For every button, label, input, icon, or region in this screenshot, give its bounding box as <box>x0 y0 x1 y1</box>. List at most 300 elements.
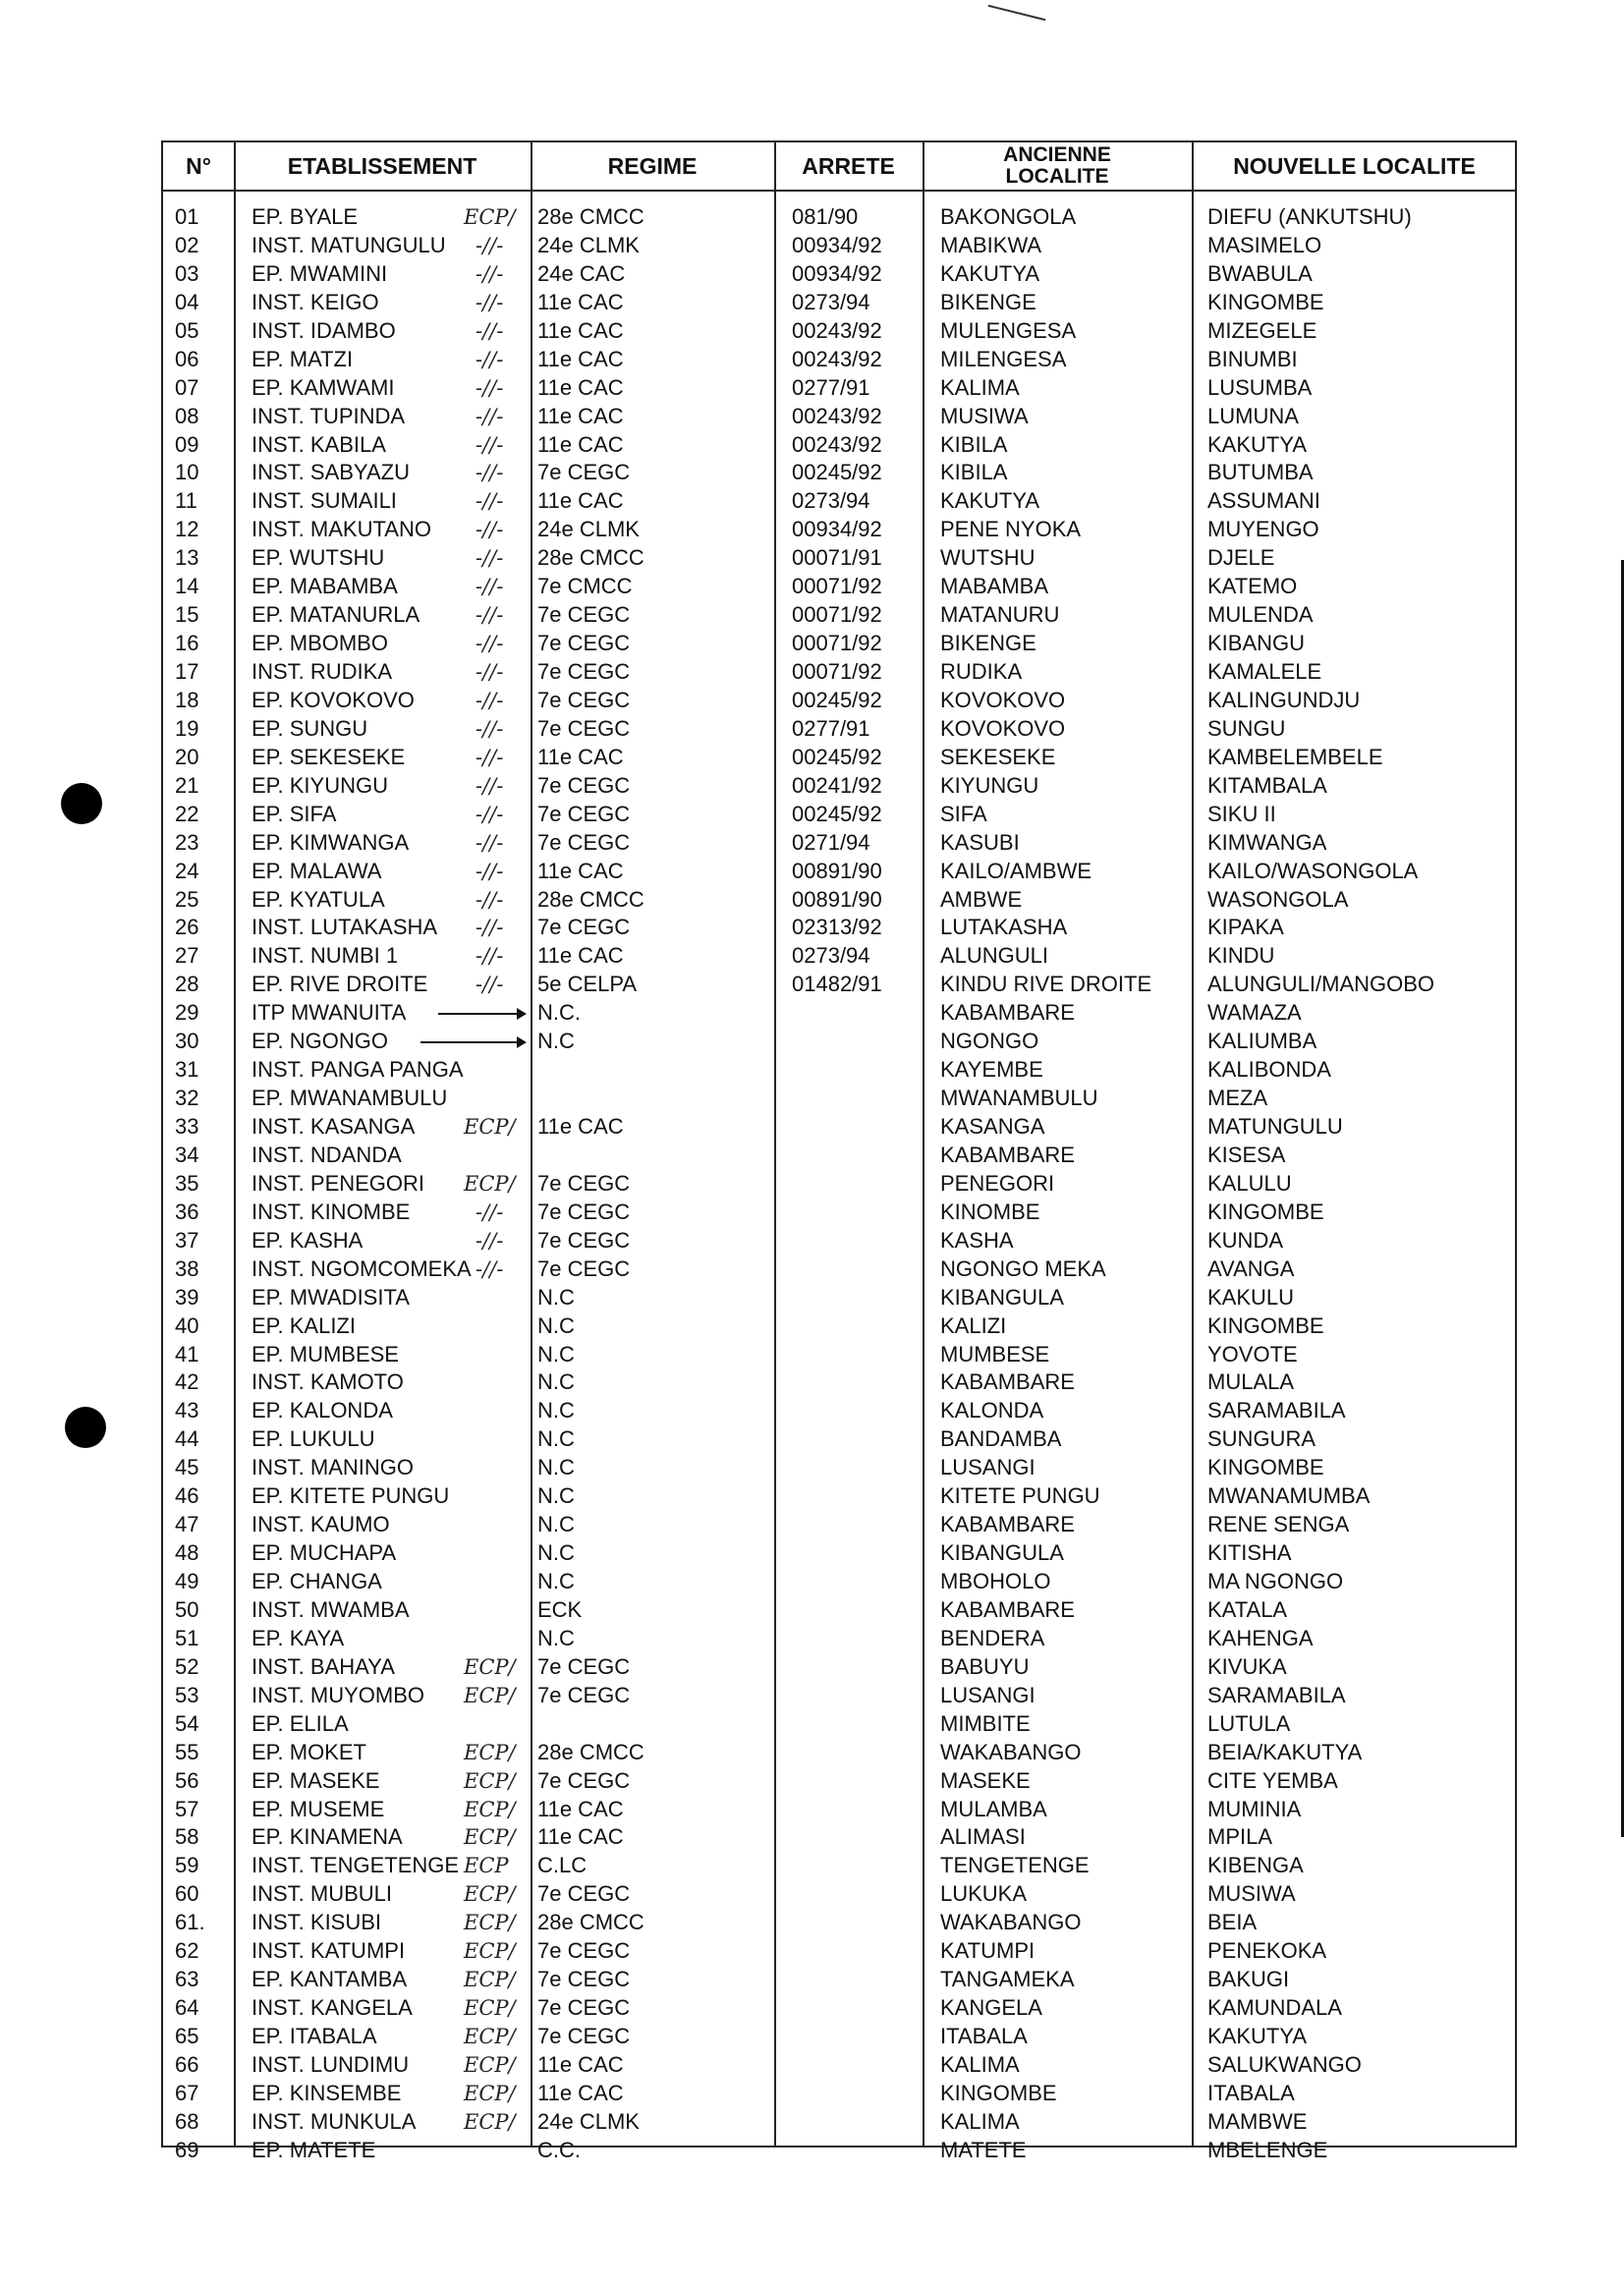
cell-no: 18 <box>175 687 199 712</box>
cell-ancienne-localite: KATUMPI <box>940 1938 1036 1964</box>
cell-nouvelle-localite: MUMINIA <box>1207 1796 1302 1821</box>
cell-nouvelle-localite: MUYENGO <box>1207 517 1319 542</box>
cell-regime: 7e CEGC <box>537 1227 631 1253</box>
table-row <box>163 487 1515 516</box>
cell-regime: 7e CEGC <box>537 1881 631 1907</box>
cell-nouvelle-localite: KIVUKA <box>1207 1653 1287 1679</box>
table-row <box>163 374 1515 403</box>
table-row <box>163 801 1515 829</box>
cell-arrete: 00071/91 <box>792 545 882 571</box>
cell-ancienne-localite: KALONDA <box>940 1398 1044 1423</box>
cell-ancienne-localite: KAKUTYA <box>940 260 1040 286</box>
cell-ancienne-localite: TANGAMEKA <box>940 1967 1075 1992</box>
cell-no: 43 <box>175 1398 199 1423</box>
cell-no: 06 <box>175 346 199 371</box>
cell-etablissement: EP. MWAMINI <box>252 260 388 286</box>
cell-regime: 24e CLMK <box>537 232 640 257</box>
handwritten-note: -//- <box>476 887 504 912</box>
cell-ancienne-localite: MBOHOLO <box>940 1569 1051 1593</box>
handwritten-note: -//- <box>476 859 504 883</box>
cell-no: 02 <box>175 232 199 257</box>
cell-etablissement: INST. KISUBI <box>252 1910 382 1935</box>
cell-nouvelle-localite: MBELENGE <box>1207 2137 1328 2162</box>
table-row <box>163 1056 1515 1085</box>
cell-no: 52 <box>175 1653 199 1679</box>
cell-etablissement: EP. MABAMBA <box>252 574 398 599</box>
table-row <box>163 1539 1515 1568</box>
cell-ancienne-localite: BIKENGE <box>940 289 1036 314</box>
table-row <box>163 772 1515 801</box>
cell-ancienne-localite: BAKONGOLA <box>940 204 1077 229</box>
handwritten-note: ECP/ <box>464 1683 516 1707</box>
cell-ancienne-localite: KAYEMBE <box>940 1057 1043 1083</box>
cell-no: 23 <box>175 829 199 855</box>
handwritten-note: -//- <box>476 432 504 457</box>
table-row <box>163 999 1515 1028</box>
cell-arrete: 00245/92 <box>792 460 882 485</box>
cell-etablissement: EP. BYALE <box>252 204 359 229</box>
cell-no: 20 <box>175 744 199 769</box>
cell-ancienne-localite: MIMBITE <box>940 1710 1031 1736</box>
cell-ancienne-localite: KIBANGULA <box>940 1540 1064 1566</box>
cell-ancienne-localite: KITETE PUNGU <box>940 1483 1100 1509</box>
cell-regime: 11e CAC <box>537 858 624 883</box>
cell-etablissement: INST. MAKUTANO <box>252 517 431 542</box>
cell-no: 61. <box>175 1910 205 1935</box>
cell-arrete: 00934/92 <box>792 260 882 286</box>
header-divider <box>163 190 1515 192</box>
cell-nouvelle-localite: KUNDA <box>1207 1227 1284 1253</box>
cell-nouvelle-localite: KALULU <box>1207 1170 1292 1196</box>
cell-arrete: 02313/92 <box>792 915 882 940</box>
cell-regime: 7e CMCC <box>537 574 633 599</box>
handwritten-note: -//- <box>476 830 504 855</box>
handwritten-note: -//- <box>476 461 504 485</box>
cell-no: 32 <box>175 1086 199 1111</box>
handwritten-note: ECP/ <box>464 1654 516 1679</box>
cell-nouvelle-localite: KALINGUNDJU <box>1207 687 1361 712</box>
table-row <box>163 1227 1515 1255</box>
cell-arrete: 00245/92 <box>792 687 882 712</box>
cell-ancienne-localite: MABIKWA <box>940 232 1042 257</box>
cell-etablissement: EP. KAYA <box>252 1625 345 1650</box>
table-row <box>163 1113 1515 1142</box>
cell-nouvelle-localite: KIBANGU <box>1207 631 1306 656</box>
cell-nouvelle-localite: MIZEGELE <box>1207 317 1317 343</box>
cell-ancienne-localite: KIBANGULA <box>940 1284 1064 1310</box>
cell-nouvelle-localite: MASIMELO <box>1207 232 1322 257</box>
cell-nouvelle-localite: MATUNGULU <box>1207 1114 1343 1139</box>
cell-ancienne-localite: KABAMBARE <box>940 1142 1075 1167</box>
cell-nouvelle-localite: KAHENGA <box>1207 1625 1314 1650</box>
cell-regime: N.C <box>537 1569 575 1593</box>
cell-nouvelle-localite: SUNGU <box>1207 715 1286 741</box>
cell-no: 13 <box>175 545 199 571</box>
cell-etablissement: EP. RIVE DROITE <box>252 972 428 997</box>
cell-regime: 11e CAC <box>537 403 624 428</box>
cell-ancienne-localite: PENEGORI <box>940 1170 1055 1196</box>
handwritten-note: ECP/ <box>464 1740 516 1764</box>
cell-etablissement: INST. SABYAZU <box>252 460 410 485</box>
cell-etablissement: INST. BAHAYA <box>252 1653 395 1679</box>
cell-regime: N.C. <box>537 1000 581 1026</box>
cell-etablissement: INST. NUMBI 1 <box>252 943 399 969</box>
cell-no: 50 <box>175 1596 199 1622</box>
table-row <box>163 1739 1515 1767</box>
cell-arrete: 00071/92 <box>792 631 882 656</box>
cell-etablissement: INST. KAUMO <box>252 1512 390 1537</box>
cell-etablissement: EP. MUSEME <box>252 1796 385 1821</box>
cell-no: 34 <box>175 1142 199 1167</box>
cell-ancienne-localite: KASHA <box>940 1227 1014 1253</box>
cell-regime: 11e CAC <box>537 943 624 969</box>
cell-no: 30 <box>175 1029 199 1054</box>
cell-ancienne-localite: KINGOMBE <box>940 2080 1057 2105</box>
cell-etablissement: INST. MWAMBA <box>252 1596 410 1622</box>
cell-etablissement: EP. WUTSHU <box>252 545 385 571</box>
table-row <box>163 630 1515 658</box>
table-row <box>163 886 1515 915</box>
cell-arrete: 00071/92 <box>792 574 882 599</box>
cell-no: 68 <box>175 2108 199 2134</box>
handwritten-note: ECP/ <box>464 1911 516 1935</box>
cell-no: 33 <box>175 1114 199 1139</box>
cell-ancienne-localite: NGONGO MEKA <box>940 1255 1106 1281</box>
header-ancienne-localite <box>923 142 1192 190</box>
cell-ancienne-localite: KABAMBARE <box>940 1512 1075 1537</box>
cell-etablissement: EP. KALIZI <box>252 1312 356 1338</box>
cell-regime: 11e CAC <box>537 488 624 514</box>
cell-etablissement: EP. KANTAMBA <box>252 1967 408 1992</box>
cell-ancienne-localite: SEKESEKE <box>940 744 1056 769</box>
handwritten-note: ECP/ <box>464 205 516 229</box>
cell-regime: 11e CAC <box>537 1824 624 1850</box>
cell-etablissement: INST. KATUMPI <box>252 1938 406 1964</box>
table-row <box>163 1994 1515 2023</box>
cell-no: 08 <box>175 403 199 428</box>
cell-no: 10 <box>175 460 199 485</box>
cell-regime: 7e CEGC <box>537 715 631 741</box>
table-row <box>163 2051 1515 2080</box>
cell-regime: 11e CAC <box>537 317 624 343</box>
table-row <box>163 232 1515 260</box>
cell-no: 22 <box>175 801 199 826</box>
cell-no: 48 <box>175 1540 199 1566</box>
header-etablissement: ETABLISSEMENT <box>287 152 477 179</box>
header-arrete: ARRETE <box>802 152 895 179</box>
cell-ancienne-localite: LUTAKASHA <box>940 915 1068 940</box>
cell-no: 25 <box>175 886 199 912</box>
cell-nouvelle-localite: MA NGONGO <box>1207 1569 1344 1593</box>
table-row <box>163 544 1515 573</box>
cell-arrete: 0271/94 <box>792 829 870 855</box>
table-row <box>163 260 1515 289</box>
table-row <box>163 1596 1515 1625</box>
cell-nouvelle-localite: KALIUMBA <box>1207 1029 1317 1054</box>
cell-nouvelle-localite: MULALA <box>1207 1369 1295 1395</box>
handwritten-note: -//- <box>476 773 504 798</box>
handwritten-note: -//- <box>476 973 504 997</box>
cell-no: 17 <box>175 659 199 684</box>
cell-etablissement: INST. MATUNGULU <box>252 232 446 257</box>
cell-etablissement: INST. TENGETENGE <box>252 1853 460 1878</box>
cell-ancienne-localite: KAILO/AMBWE <box>940 858 1092 883</box>
cell-arrete: 00934/92 <box>792 232 882 257</box>
cell-regime: C.LC <box>537 1853 588 1878</box>
cell-arrete: 0277/91 <box>792 374 870 400</box>
cell-etablissement: EP. ITABALA <box>252 2024 377 2048</box>
cell-nouvelle-localite: ASSUMANI <box>1207 488 1320 514</box>
cell-ancienne-localite: KASUBI <box>940 829 1020 855</box>
cell-no: 46 <box>175 1483 199 1509</box>
cell-regime: 28e CMCC <box>537 1739 644 1764</box>
cell-nouvelle-localite: KINGOMBE <box>1207 289 1324 314</box>
cell-regime: N.C <box>537 1483 575 1509</box>
handwritten-arrow <box>420 1041 525 1043</box>
cell-no: 01 <box>175 204 199 229</box>
cell-etablissement: INST. PENEGORI <box>252 1170 425 1196</box>
cell-no: 31 <box>175 1057 199 1083</box>
cell-regime: 11e CAC <box>537 744 624 769</box>
cell-regime: 7e CEGC <box>537 631 631 656</box>
cell-etablissement: EP. MATZI <box>252 346 354 371</box>
table-row <box>163 431 1515 460</box>
cell-nouvelle-localite: KAMALELE <box>1207 659 1322 684</box>
cell-etablissement: EP. MUMBESE <box>252 1341 399 1367</box>
cell-arrete: 0277/91 <box>792 715 870 741</box>
cell-regime: 7e CEGC <box>537 602 631 628</box>
table-row <box>163 601 1515 630</box>
handwritten-note: -//- <box>476 660 504 684</box>
cell-nouvelle-localite: SALUKWANGO <box>1207 2051 1362 2077</box>
handwritten-note: ECP/ <box>464 2109 516 2134</box>
table-row <box>163 1028 1515 1056</box>
cell-no: 40 <box>175 1312 199 1338</box>
handwritten-note: ECP/ <box>464 1768 516 1793</box>
cell-no: 62 <box>175 1938 199 1964</box>
scan-stroke <box>988 5 1046 21</box>
cell-nouvelle-localite: PENEKOKA <box>1207 1938 1327 1964</box>
cell-regime: 28e CMCC <box>537 204 644 229</box>
handwritten-note: -//- <box>476 233 504 257</box>
table-row <box>163 516 1515 544</box>
cell-etablissement: EP. MATETE <box>252 2137 376 2162</box>
cell-ancienne-localite: NGONGO <box>940 1029 1039 1054</box>
cell-nouvelle-localite: SIKU II <box>1207 801 1276 826</box>
handwritten-note: -//- <box>476 290 504 314</box>
cell-ancienne-localite: WUTSHU <box>940 545 1036 571</box>
cell-etablissement: INST. KASANGA <box>252 1114 416 1139</box>
cell-no: 44 <box>175 1426 199 1452</box>
table-row <box>163 687 1515 715</box>
cell-etablissement: INST. RUDIKA <box>252 659 393 684</box>
handwritten-note: -//- <box>476 916 504 940</box>
handwritten-note: -//- <box>476 404 504 428</box>
table-row <box>163 1142 1515 1170</box>
handwritten-note: ECP <box>464 1854 509 1878</box>
cell-etablissement: INST. PANGA PANGA <box>252 1057 464 1083</box>
table-row <box>163 715 1515 744</box>
table-row <box>163 1170 1515 1199</box>
cell-arrete: 0273/94 <box>792 943 870 969</box>
cell-ancienne-localite: ITABALA <box>940 2024 1028 2048</box>
cell-regime: 28e CMCC <box>537 545 644 571</box>
cell-no: 28 <box>175 972 199 997</box>
cell-etablissement: ITP MWANUITA <box>252 1000 407 1026</box>
cell-regime: 7e CEGC <box>537 1255 631 1281</box>
cell-ancienne-localite: KOVOKOVO <box>940 687 1066 712</box>
handwritten-note: ECP/ <box>464 1825 516 1850</box>
cell-etablissement: EP. MOKET <box>252 1739 366 1764</box>
cell-ancienne-localite: SIFA <box>940 801 987 826</box>
cell-no: 37 <box>175 1227 199 1253</box>
cell-nouvelle-localite: KAMUNDALA <box>1207 1995 1342 2021</box>
cell-no: 04 <box>175 289 199 314</box>
cell-nouvelle-localite: KINDU <box>1207 943 1275 969</box>
cell-no: 60 <box>175 1881 199 1907</box>
cell-nouvelle-localite: KINGOMBE <box>1207 1199 1324 1224</box>
cell-arrete: 00934/92 <box>792 517 882 542</box>
cell-ancienne-localite: KANGELA <box>940 1995 1042 2021</box>
cell-no: 51 <box>175 1625 199 1650</box>
handwritten-note: ECP/ <box>464 1882 516 1907</box>
cell-arrete: 081/90 <box>792 204 859 229</box>
cell-nouvelle-localite: AVANGA <box>1207 1255 1295 1281</box>
table-row <box>163 1341 1515 1369</box>
cell-no: 53 <box>175 1682 199 1707</box>
handwritten-note: -//- <box>476 1228 504 1253</box>
cell-nouvelle-localite: DJELE <box>1207 545 1275 571</box>
handwritten-note: -//- <box>476 1199 504 1224</box>
table-row <box>163 971 1515 999</box>
cell-ancienne-localite: KALIMA <box>940 2051 1020 2077</box>
handwritten-note: -//- <box>476 1256 504 1281</box>
cell-no: 54 <box>175 1710 199 1736</box>
cell-regime: 7e CEGC <box>537 1938 631 1964</box>
cell-regime: N.C <box>537 1426 575 1452</box>
cell-regime: 7e CEGC <box>537 1767 631 1793</box>
cell-ancienne-localite: RUDIKA <box>940 659 1023 684</box>
cell-ancienne-localite: KIBILA <box>940 460 1008 485</box>
cell-etablissement: INST. LUNDIMU <box>252 2051 410 2077</box>
cell-ancienne-localite: KALIMA <box>940 2108 1020 2134</box>
table-row <box>163 829 1515 858</box>
handwritten-note: -//- <box>476 944 504 969</box>
handwritten-note: -//- <box>476 318 504 343</box>
cell-regime: N.C <box>537 1398 575 1423</box>
table-body <box>163 203 1515 2165</box>
cell-arrete: 00243/92 <box>792 317 882 343</box>
cell-nouvelle-localite: KITAMBALA <box>1207 772 1327 798</box>
cell-regime: 11e CAC <box>537 431 624 457</box>
cell-nouvelle-localite: BWABULA <box>1207 260 1313 286</box>
cell-etablissement: EP. KALONDA <box>252 1398 393 1423</box>
cell-ancienne-localite: KALIZI <box>940 1312 1007 1338</box>
cell-no: 11 <box>175 488 197 514</box>
cell-no: 35 <box>175 1170 199 1196</box>
cell-no: 67 <box>175 2080 199 2105</box>
cell-no: 49 <box>175 1569 199 1593</box>
cell-regime: 28e CMCC <box>537 886 644 912</box>
cell-arrete: 0273/94 <box>792 488 870 514</box>
cell-nouvelle-localite: BEIA/KAKUTYA <box>1207 1739 1363 1764</box>
cell-arrete: 00071/92 <box>792 659 882 684</box>
cell-ancienne-localite: KINOMBE <box>940 1199 1040 1224</box>
cell-regime: 7e CEGC <box>537 2024 631 2048</box>
cell-ancienne-localite: MUSIWA <box>940 403 1029 428</box>
table-row <box>163 1767 1515 1796</box>
cell-nouvelle-localite: KIMWANGA <box>1207 829 1327 855</box>
cell-nouvelle-localite: DIEFU (ANKUTSHU) <box>1207 204 1412 229</box>
punch-hole-top <box>61 783 102 824</box>
cell-no: 36 <box>175 1199 199 1224</box>
cell-etablissement: EP. MATANURLA <box>252 602 420 628</box>
cell-nouvelle-localite: KAKULU <box>1207 1284 1295 1310</box>
cell-arrete: 00245/92 <box>792 801 882 826</box>
cell-ancienne-localite: MUMBESE <box>940 1341 1050 1367</box>
cell-no: 09 <box>175 431 199 457</box>
cell-nouvelle-localite: MEZA <box>1207 1086 1268 1111</box>
cell-etablissement: INST. KABILA <box>252 431 386 457</box>
cell-no: 57 <box>175 1796 199 1821</box>
cell-nouvelle-localite: MWANAMUMBA <box>1207 1483 1371 1509</box>
cell-ancienne-localite: MABAMBA <box>940 574 1049 599</box>
cell-regime: 7e CEGC <box>537 1967 631 1992</box>
table-row <box>163 1511 1515 1539</box>
cell-no: 24 <box>175 858 199 883</box>
cell-ancienne-localite: KOVOKOVO <box>940 715 1066 741</box>
cell-nouvelle-localite: KAKUTYA <box>1207 2024 1308 2048</box>
cell-no: 21 <box>175 772 199 798</box>
table-row <box>163 1568 1515 1596</box>
table-row <box>163 1482 1515 1511</box>
cell-no: 56 <box>175 1767 199 1793</box>
cell-etablissement: EP. MWANAMBULU <box>252 1086 448 1111</box>
cell-nouvelle-localite: BEIA <box>1207 1910 1258 1935</box>
cell-no: 15 <box>175 602 199 628</box>
handwritten-note: ECP/ <box>464 2081 516 2105</box>
cell-no: 12 <box>175 517 199 542</box>
cell-etablissement: INST. IDAMBO <box>252 317 396 343</box>
cell-nouvelle-localite: BAKUGI <box>1207 1967 1290 1992</box>
table-row <box>163 1284 1515 1312</box>
cell-ancienne-localite: KINDU RIVE DROITE <box>940 972 1152 997</box>
cell-regime: 11e CAC <box>537 346 624 371</box>
cell-nouvelle-localite: LUSUMBA <box>1207 374 1313 400</box>
cell-etablissement: EP. MALAWA <box>252 858 382 883</box>
cell-ancienne-localite: TENGETENGE <box>940 1853 1090 1878</box>
cell-ancienne-localite: ALIMASI <box>940 1824 1026 1850</box>
table-row <box>163 1653 1515 1682</box>
cell-ancienne-localite: MWANAMBULU <box>940 1086 1098 1111</box>
cell-no: 58 <box>175 1824 199 1850</box>
cell-regime: N.C <box>537 1341 575 1367</box>
table-row <box>163 573 1515 601</box>
cell-nouvelle-localite: KINGOMBE <box>1207 1312 1324 1338</box>
handwritten-note: -//- <box>476 375 504 400</box>
cell-nouvelle-localite: MAMBWE <box>1207 2108 1308 2134</box>
cell-nouvelle-localite: KISESA <box>1207 1142 1286 1167</box>
cell-ancienne-localite: LUSANGI <box>940 1682 1036 1707</box>
cell-no: 45 <box>175 1455 199 1480</box>
cell-etablissement: INST. LUTAKASHA <box>252 915 438 940</box>
table-row <box>163 942 1515 971</box>
handwritten-note: -//- <box>476 716 504 741</box>
cell-regime: 5e CELPA <box>537 972 638 997</box>
cell-regime: 7e CEGC <box>537 772 631 798</box>
cell-no: 39 <box>175 1284 199 1310</box>
cell-no: 07 <box>175 374 199 400</box>
